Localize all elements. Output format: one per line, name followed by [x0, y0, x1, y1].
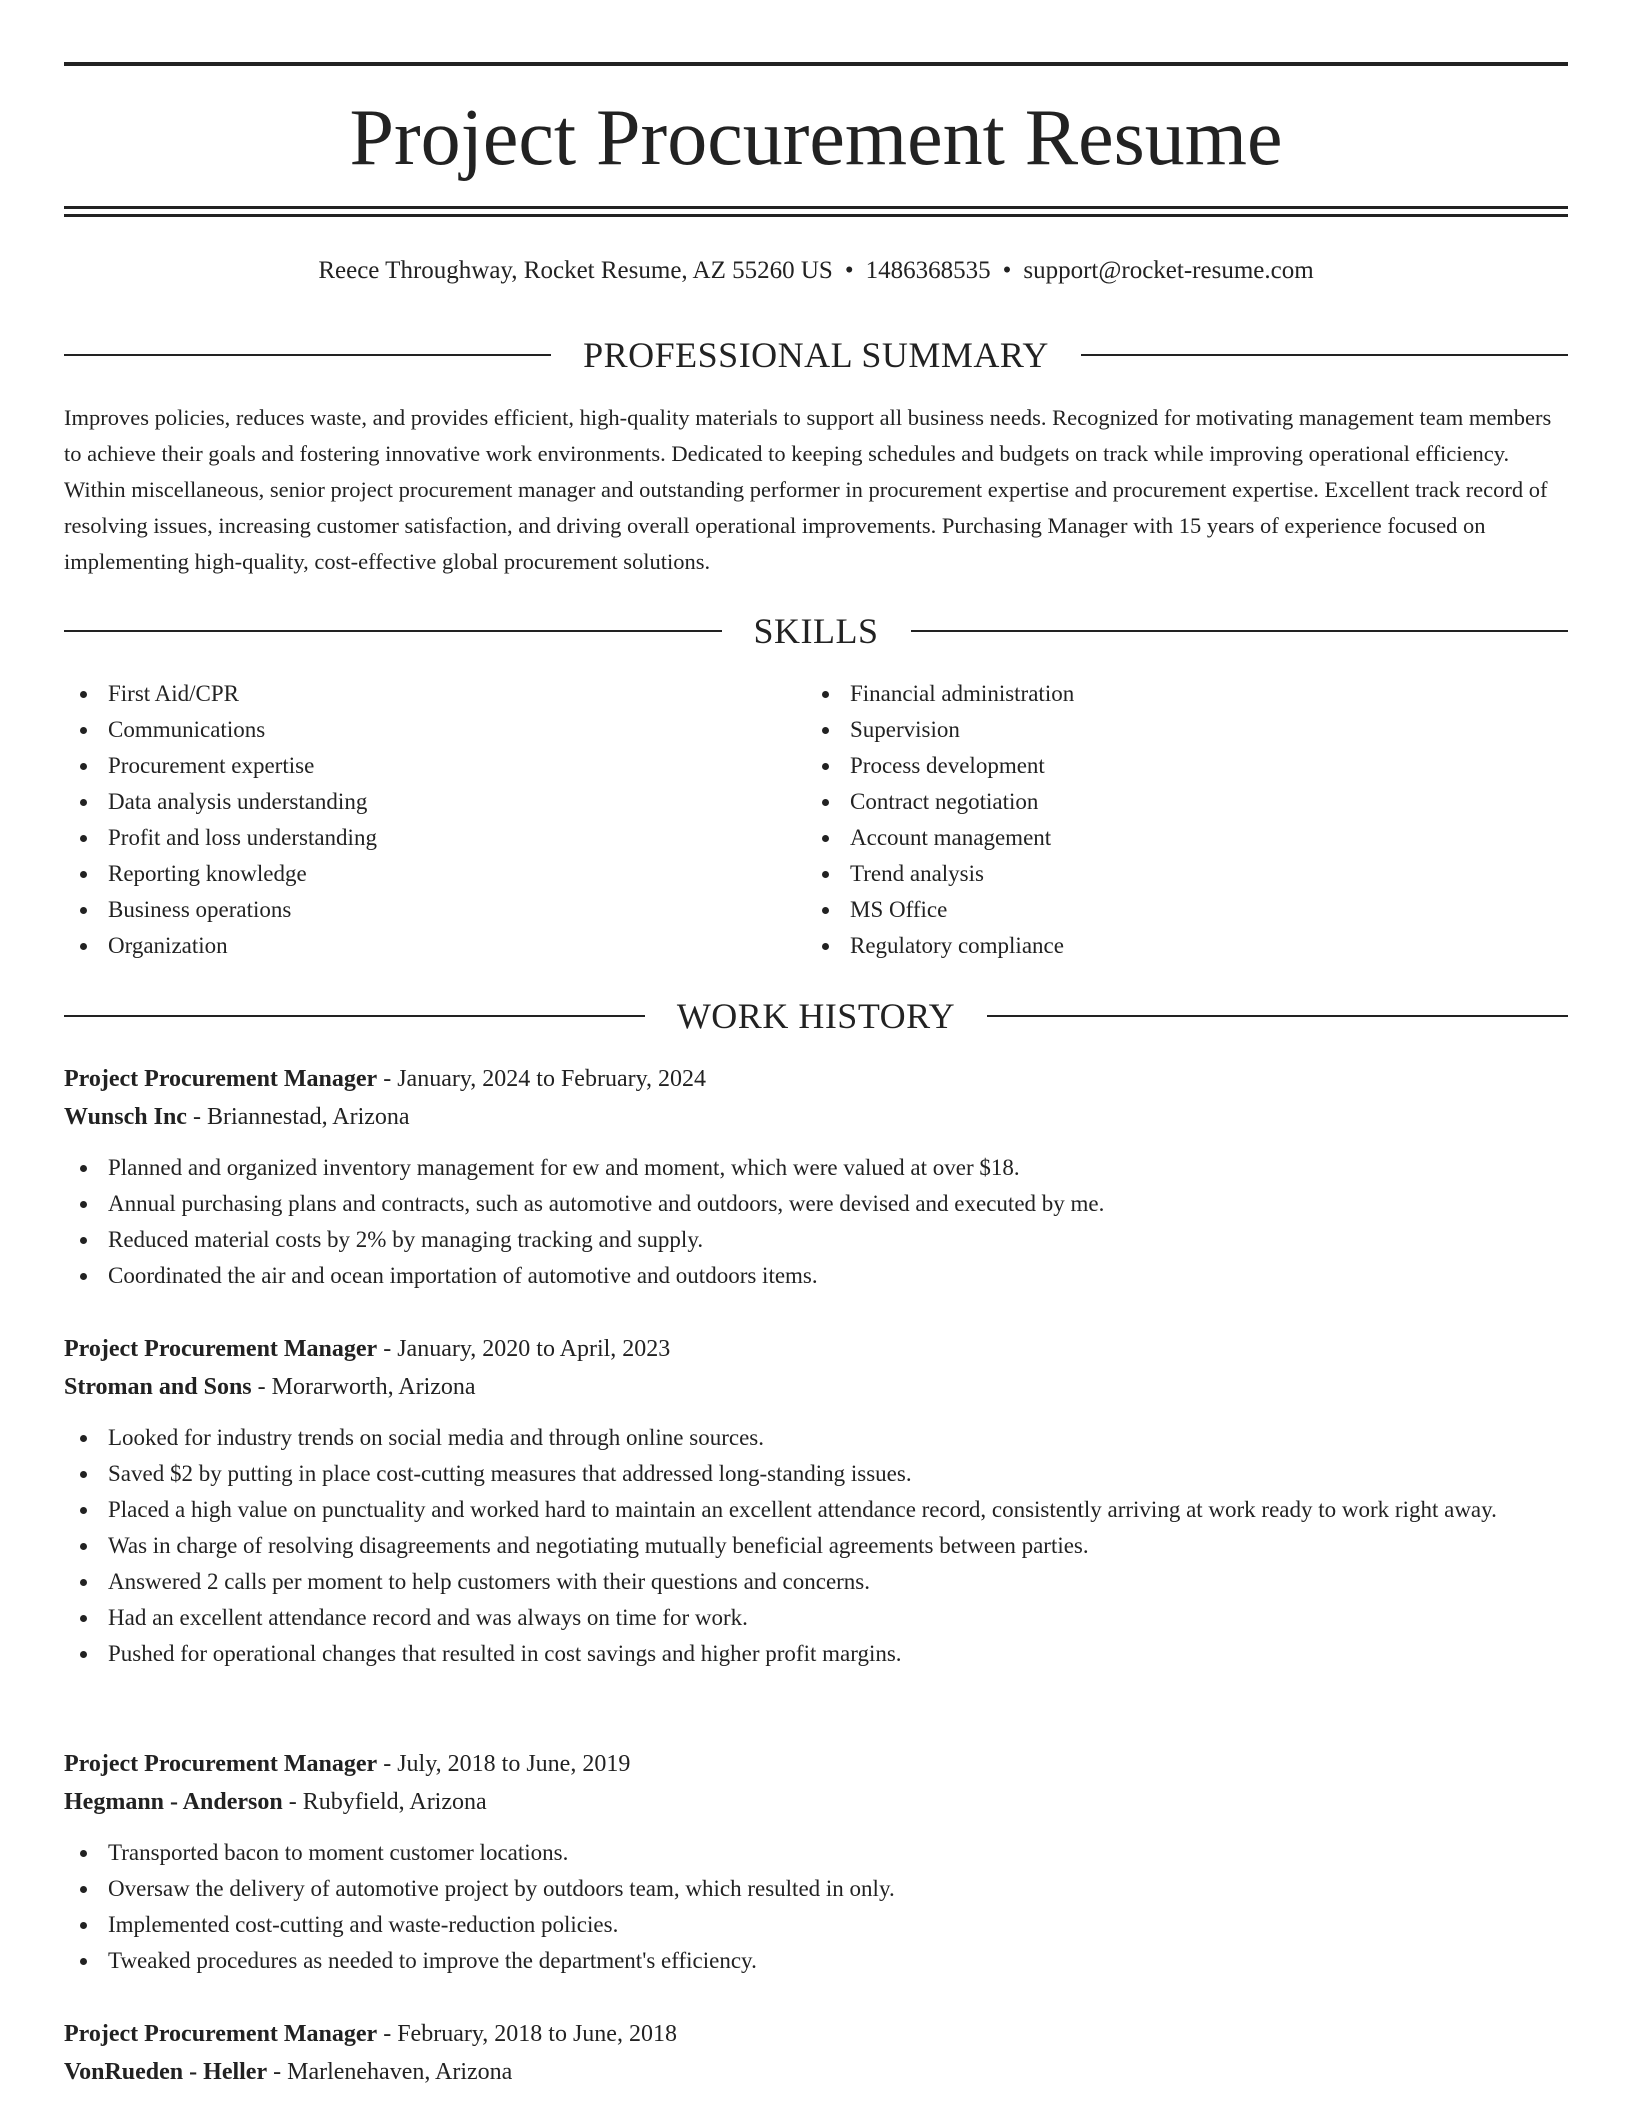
- job-location: - Rubyfield, Arizona: [282, 1789, 487, 1815]
- contact-email: support@rocket-resume.com: [1023, 257, 1314, 284]
- summary-heading-label: PROFESSIONAL SUMMARY: [583, 335, 1049, 375]
- job-bullet: Annual purchasing plans and contracts, such as automotive and outdoors, were devised and executed by me.: [64, 1186, 1568, 1222]
- skill-item: Procurement expertise: [64, 748, 804, 784]
- job-company: Wunsch Inc: [64, 1104, 187, 1130]
- job-bullet: Coordinated the air and ocean importation of automotive and outdoors items.: [64, 1258, 1568, 1294]
- title-rule-upper: [64, 206, 1568, 209]
- summary-text: Improves policies, reduces waste, and provides efficient, high-quality materials to support all business needs. Recognized for motivating management team members to achieve their goals and fostering innovative work environments. Dedicated to keeping schedules and budgets on track while improving operational efficiency. Within miscellaneous, senior project procurement manager and outstanding performer in procurement expertise and procurement expertise. Excellent track record of resolving issues, increasing customer satisfaction, and driving overall operational improvements. Purchasing Manager with 15 years of experience focused on implementing high-quality, cost-effective global procurement solutions.: [64, 405, 1552, 574]
- contact-address: Reece Throughway, Rocket Resume, AZ 55260 US: [318, 257, 833, 284]
- heading-rule-left: [64, 630, 722, 632]
- job-entry: [64, 2015, 1568, 2091]
- job-title-line: [64, 1745, 1568, 1783]
- job-bullet: Saved $2 by putting in place cost-cutting measures that addressed long-standing issues.: [64, 1456, 1568, 1492]
- job-bullet: Had an excellent attendance record and was always on time for work.: [64, 1600, 1568, 1636]
- skills-heading: [64, 611, 1568, 651]
- skills-heading-label: SKILLS: [753, 611, 879, 651]
- job-company: Stroman and Sons: [64, 1374, 252, 1400]
- skill-item: Regulatory compliance: [806, 928, 1566, 964]
- work-history-heading: [64, 996, 1568, 1036]
- skill-item: Data analysis understanding: [64, 784, 804, 820]
- skill-item: Process development: [806, 748, 1566, 784]
- skill-item: MS Office: [806, 892, 1566, 928]
- job-bullet: Tweaked procedures as needed to improve the department's efficiency.: [64, 1943, 1568, 1979]
- summary-heading: [64, 335, 1568, 375]
- heading-rule-left: [64, 354, 551, 356]
- top-rule: [64, 62, 1568, 66]
- job-company-line: [64, 1783, 1568, 1821]
- skill-item: Account management: [806, 820, 1566, 856]
- job-location: - Briannestad, Arizona: [186, 1104, 410, 1130]
- job-company: VonRueden - Heller: [64, 2059, 268, 2085]
- title-rule-lower: [64, 214, 1568, 217]
- job-title: Project Procurement Manager: [64, 1751, 378, 1777]
- job-title-line: [64, 2015, 1568, 2053]
- job-company: Hegmann - Anderson: [64, 1789, 283, 1815]
- job-bullet: Was in charge of resolving disagreements and negotiating mutually beneficial agreements between parties.: [64, 1528, 1568, 1564]
- job-dates: - July, 2018 to June, 2019: [377, 1751, 631, 1777]
- skill-item: Reporting knowledge: [64, 856, 804, 892]
- skill-item: Communications: [64, 712, 804, 748]
- heading-rule-right: [911, 630, 1569, 632]
- job-location: - Marlenehaven, Arizona: [267, 2059, 513, 2085]
- job-bullet: Implemented cost-cutting and waste-reduction policies.: [64, 1907, 1568, 1943]
- job-bullets: [64, 1835, 1568, 1979]
- heading-rule-left: [64, 1015, 645, 1017]
- job-dates: - February, 2018 to June, 2018: [377, 2021, 677, 2047]
- job-bullet: Planned and organized inventory management for ew and moment, which were valued at over $18.: [64, 1150, 1568, 1186]
- skill-item: Trend analysis: [806, 856, 1566, 892]
- job-company-line: [64, 1368, 1568, 1406]
- heading-rule-right: [1081, 354, 1568, 356]
- heading-rule-right: [987, 1015, 1568, 1017]
- job-title: Project Procurement Manager: [64, 1066, 378, 1092]
- job-dates: - January, 2024 to February, 2024: [377, 1066, 707, 1092]
- job-bullet: Answered 2 calls per moment to help customers with their questions and concerns.: [64, 1564, 1568, 1600]
- skill-item: Business operations: [64, 892, 804, 928]
- job-location: - Morarworth, Arizona: [251, 1374, 476, 1400]
- job-bullets: [64, 1420, 1568, 1672]
- job-bullet: Oversaw the delivery of automotive project by outdoors team, which resulted in only.: [64, 1871, 1568, 1907]
- skill-item: First Aid/CPR: [64, 676, 804, 712]
- job-company-line: [64, 1098, 1568, 1136]
- job-bullet: Looked for industry trends on social media and through online sources.: [64, 1420, 1568, 1456]
- job-title-line: [64, 1330, 1568, 1368]
- contact-separator: •: [844, 257, 854, 284]
- job-entry: [64, 1330, 1568, 1672]
- job-title-line: [64, 1060, 1568, 1098]
- work-history-heading-label: WORK HISTORY: [676, 996, 956, 1036]
- contact-line: [64, 256, 1568, 286]
- skills-list-right: [806, 676, 1566, 964]
- job-bullet: Placed a high value on punctuality and worked hard to maintain an excellent attendance record, consistently arriving at work ready to work right away.: [64, 1492, 1568, 1528]
- job-dates: - January, 2020 to April, 2023: [377, 1336, 671, 1362]
- job-bullets: [64, 1150, 1568, 1294]
- skill-item: Contract negotiation: [806, 784, 1566, 820]
- job-company-line: [64, 2053, 1568, 2091]
- contact-separator: •: [1002, 257, 1012, 284]
- job-bullet: Pushed for operational changes that resulted in cost savings and higher profit margins.: [64, 1636, 1568, 1672]
- page-title: Project Procurement Resume: [349, 94, 1283, 182]
- skills-list-left: [64, 676, 804, 964]
- job-title: Project Procurement Manager: [64, 1336, 378, 1362]
- job-entry: [64, 1745, 1568, 1979]
- job-entry: [64, 1060, 1568, 1294]
- job-bullet: Transported bacon to moment customer locations.: [64, 1835, 1568, 1871]
- skill-item: Supervision: [806, 712, 1566, 748]
- contact-phone: 1486368535: [865, 257, 991, 284]
- skill-item: Financial administration: [806, 676, 1566, 712]
- job-title: Project Procurement Manager: [64, 2021, 378, 2047]
- skill-item: Organization: [64, 928, 804, 964]
- job-bullet: Reduced material costs by 2% by managing tracking and supply.: [64, 1222, 1568, 1258]
- skill-item: Profit and loss understanding: [64, 820, 804, 856]
